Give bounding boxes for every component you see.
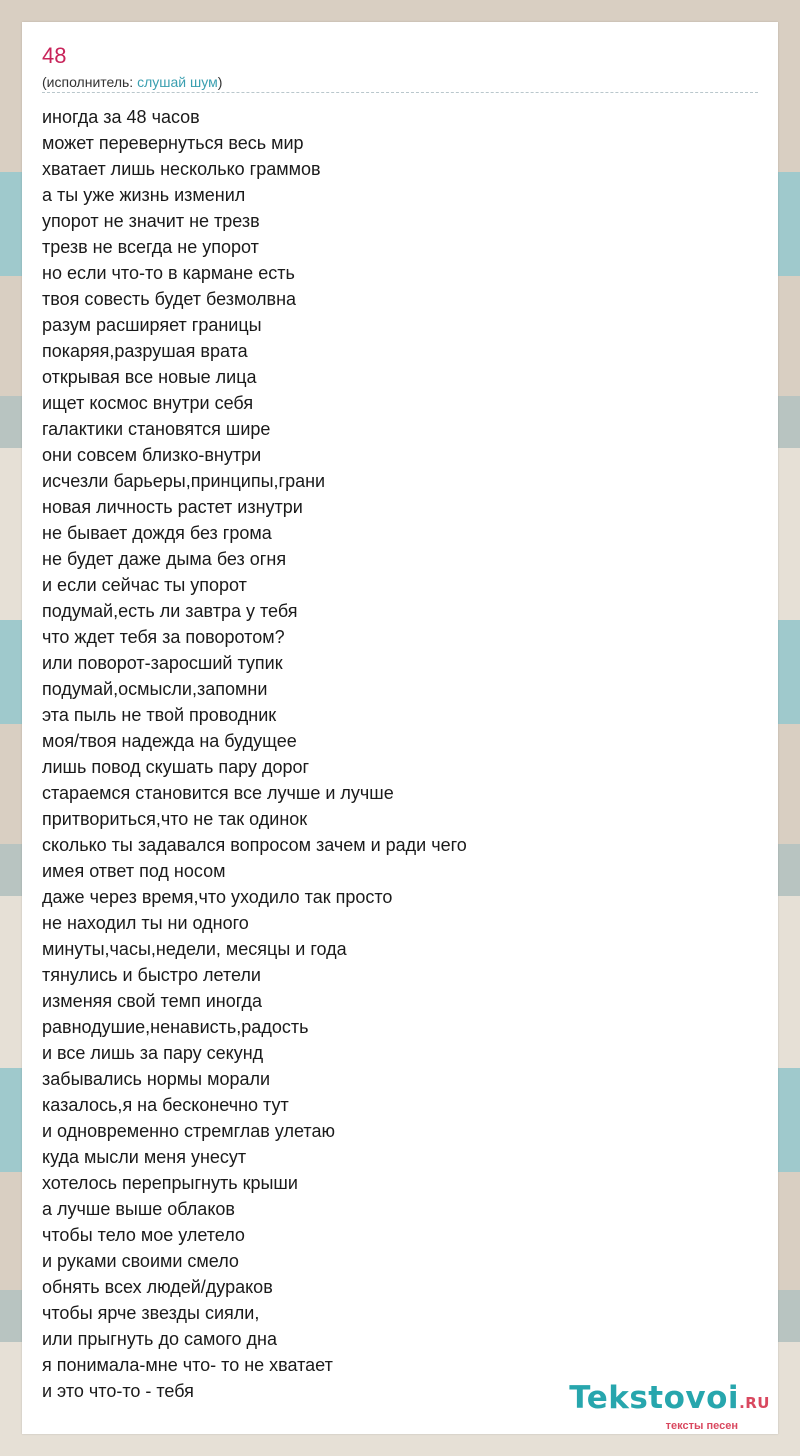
lyric-line: покаряя,разрушая врата	[42, 341, 248, 361]
lyric-line: иногда за 48 часов	[42, 107, 200, 127]
lyric-line: чтобы ярче звезды сияли,	[42, 1303, 260, 1323]
lyric-line: может перевернуться весь мир	[42, 133, 304, 153]
lyric-line: чтобы тело мое улетело	[42, 1225, 245, 1245]
lyric-line: имея ответ под носом	[42, 861, 226, 881]
lyric-line: исчезли барьеры,принципы,грани	[42, 471, 326, 491]
lyric-line: трезв не всегда не упорот	[42, 237, 259, 257]
lyric-line: моя/твоя надежда на будущее	[42, 731, 297, 751]
lyric-line: и если сейчас ты упорот	[42, 575, 247, 595]
lyric-line: не находил ты ни одного	[42, 913, 249, 933]
lyric-line: они совсем близко-внутри	[42, 445, 262, 465]
song-title: 48	[42, 43, 67, 68]
lyrics-list	[42, 104, 467, 1404]
lyric-line: новая личность растет изнутри	[42, 497, 303, 517]
lyric-line: даже через время,что уходило так просто	[42, 887, 393, 907]
lyric-line: подумай,есть ли завтра у тебя	[42, 601, 298, 621]
lyric-line: что ждет тебя за поворотом?	[42, 627, 285, 647]
lyric-line: эта пыль не твой проводник	[42, 705, 277, 725]
lyric-line: тянулись и быстро летели	[42, 965, 261, 985]
lyric-line: упорот не значит не трезв	[42, 211, 260, 231]
lyric-line: но если что-то в кармане есть	[42, 263, 295, 283]
lyric-line: и все лишь за пару секунд	[42, 1043, 264, 1063]
lyric-line: равнодушие,ненависть,радость	[42, 1017, 309, 1037]
lyrics-card	[22, 22, 778, 1434]
logo-wordmark	[569, 1381, 770, 1420]
logo-tagline: тексты песен	[665, 1420, 738, 1432]
lyric-line: и это что-то - тебя	[42, 1381, 194, 1401]
lyric-line: и одновременно стремглав улетаю	[42, 1121, 335, 1141]
artist-link[interactable]: слушай шум	[137, 74, 218, 90]
lyric-line: стараемся становится все лучше и лучше	[42, 783, 394, 803]
lyric-line: ищет космос внутри себя	[42, 393, 254, 413]
lyric-line: не будет даже дыма без огня	[42, 549, 287, 569]
lyric-line: открывая все новые лица	[42, 367, 257, 387]
logo-main-text: Tekstovoi	[569, 1380, 740, 1416]
lyric-line: казалось,я на бесконечно тут	[42, 1095, 289, 1115]
lyric-line: сколько ты задавался вопросом зачем и ради чего	[42, 835, 467, 855]
lyric-line: не бывает дождя без грома	[42, 523, 272, 543]
lyric-line: куда мысли меня унесут	[42, 1147, 247, 1167]
site-logo[interactable]	[569, 1381, 770, 1432]
lyric-line: разум расширяет границы	[42, 315, 262, 335]
lyric-line: подумай,осмысли,запомни	[42, 679, 268, 699]
lyric-line: притвориться,что не так одинок	[42, 809, 308, 829]
lyric-line: а ты уже жизнь изменил	[42, 185, 246, 205]
lyric-line: минуты,часы,недели, месяцы и года	[42, 939, 347, 959]
lyric-line: или прыгнуть до самого дна	[42, 1329, 277, 1349]
lyric-line: забывались нормы морали	[42, 1069, 271, 1089]
artist-line	[42, 73, 222, 91]
lyric-line: я понимала-мне что- то не хватает	[42, 1355, 333, 1375]
lyric-line: галактики становятся шире	[42, 419, 271, 439]
artist-suffix: )	[217, 74, 223, 90]
lyric-line: обнять всех людей/дураков	[42, 1277, 273, 1297]
lyric-line: лишь повод скушать пару дорог	[42, 757, 310, 777]
artist-prefix: (исполнитель:	[42, 74, 138, 90]
lyric-line: хотелось перепрыгнуть крыши	[42, 1173, 298, 1193]
logo-domain: .RU	[739, 1394, 770, 1412]
lyric-line: хватает лишь несколько граммов	[42, 159, 321, 179]
lyric-line: твоя совесть будет безмолвна	[42, 289, 297, 309]
lyric-line: изменяя свой темп иногда	[42, 991, 263, 1011]
lyric-line: и руками своими смело	[42, 1251, 239, 1271]
header-divider	[42, 92, 758, 93]
lyric-line: или поворот-заросший тупик	[42, 653, 283, 673]
lyric-line: а лучше выше облаков	[42, 1199, 235, 1219]
